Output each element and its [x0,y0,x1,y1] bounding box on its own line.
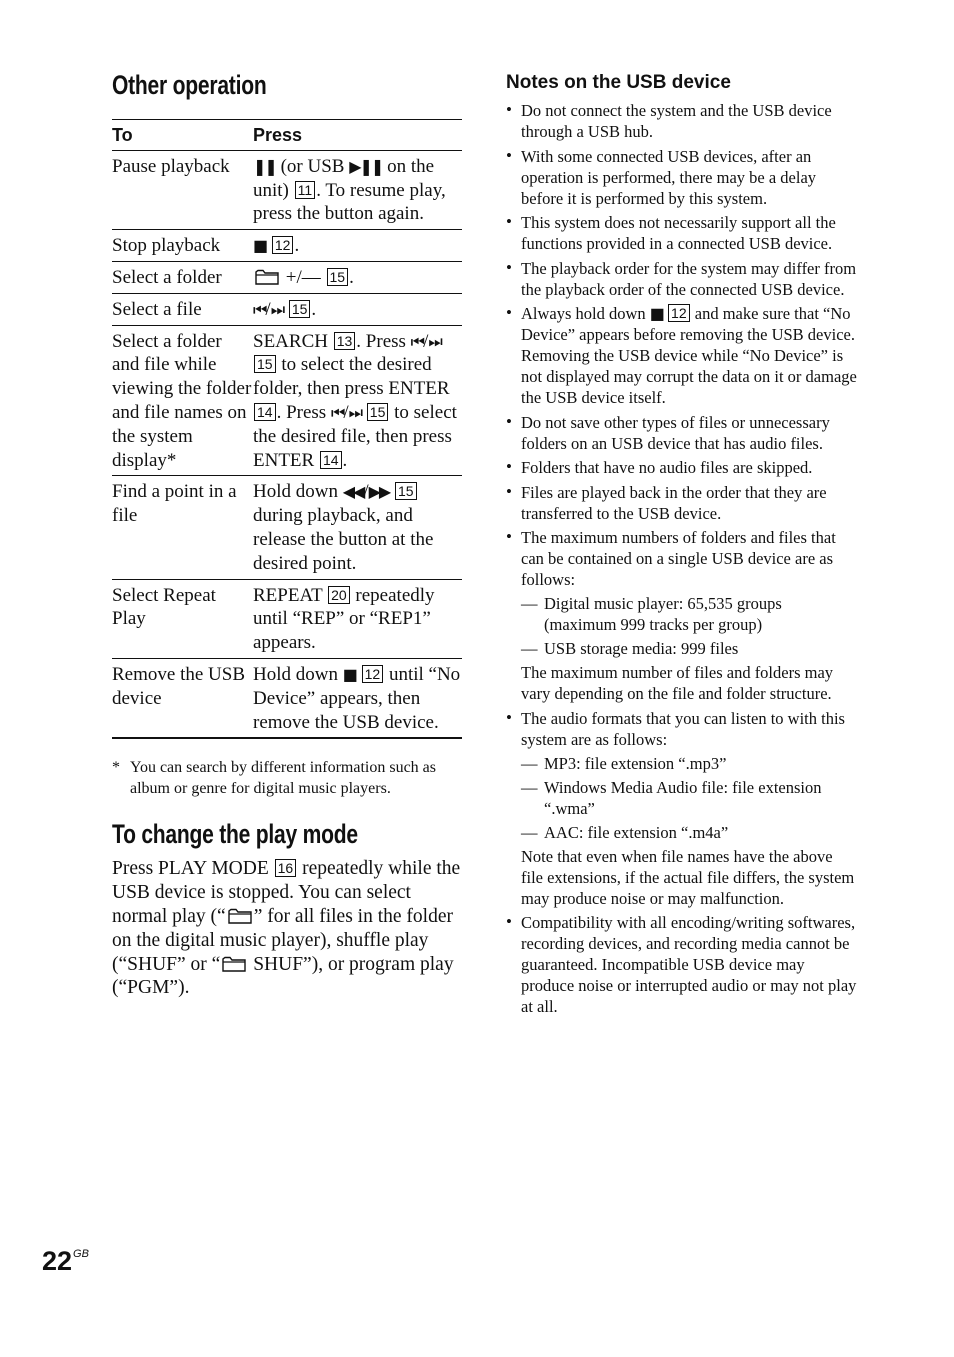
list-item: • The audio formats that you can listen to with this system are as follows: — MP3: file extension “.mp3” — Windows Media Audio file: file extension “.wma” — AAC: file extension “.m4a” Note that even when file names have the above file extensions, if the actual file differs, the system may produce noise or may malfunction. [506,708,858,909]
page-number: $22^{GB}$ [42,1246,89,1276]
row-action: Select a file [112,293,253,325]
rewind-icon: ◀◀ [342,482,364,502]
notes-list [506,100,858,1017]
other-operation-heading: Other operation [112,70,267,100]
previous-track-icon: ⏮ [253,299,266,319]
list-item: • With some connected USB devices, after an operation is performed, there may be a delay before it is performed by this system. [506,146,858,209]
button-number: 12 [668,304,690,322]
list-item: • Always hold down ■ 12 and make sure that “No Device” appears before removing the USB device. Removing the USB device while “No Device” is not displayed may corrupt the data on it or damage the USB device itself. [506,303,858,408]
play-mode-body: Press PLAY MODE 16 repeatedly while the USB device is stopped. You can select normal play (“ ” for all files in the folder on the digital music player), shuffle play (“SHUF” or “ SHUF”), or program play (“PGM”). [112,858,461,999]
list-item: • The playback order for the system may differ from the playback order of the connected USB device. [506,258,858,300]
stop-icon: ■ [649,304,663,323]
row-press: Hold down ◀◀/▶▶ 15 during playback, and release the button at the desired point. [253,476,462,579]
button-number: 20 [328,586,350,604]
fast-forward-icon: ▶▶ [368,482,390,502]
column-header-press: Press [253,120,462,151]
list-item: • Folders that have no audio files are skipped. [506,457,858,478]
row-action: Pause playback [112,150,253,229]
list-item: • Files are played back in the order that they are transferred to the USB device. [506,482,858,524]
list-item: • Compatibility with all encoding/writing softwares, recording devices, and recording media cannot be guaranteed. Incompatible USB device may produce noise or interrupted audio or may not play at all. [506,912,858,1017]
column-header-to: To [112,120,253,151]
operation-table [112,119,462,739]
button-number: 16 [275,859,297,877]
previous-track-icon: ⏮ [410,331,424,351]
folder-icon [228,908,252,924]
pause-icon: ❚❚ [253,156,276,176]
table-row [112,476,462,579]
button-number: 12 [362,665,384,683]
sub-list-item: — MP3: file extension “.mp3” [521,753,858,774]
row-press: SEARCH 13 . Press ⏮/⏭ 15 to select the desired folder, then press ENTER 14 . Press ⏮/⏭ 15 to select the desired file, then press ENTER 14 . [253,325,462,476]
sub-list-item: — Windows Media Audio file: file extension “.wma” [521,777,858,819]
stop-icon: ■ [342,664,356,684]
next-track-icon: ⏭ [270,299,284,319]
table-row [112,658,462,738]
next-track-icon: ⏭ [428,331,441,351]
list-item: • Do not connect the system and the USB device through a USB hub. [506,100,858,142]
button-number: 14 [320,451,342,469]
table-row [112,230,462,262]
row-action: Remove the USB device [112,658,253,738]
sub-list-item: — Digital music player: 65,535 groups (maximum 999 tracks per group) [521,593,858,635]
footnote-mark: * [112,759,120,777]
table-row [112,579,462,658]
button-number: 13 [334,332,356,350]
next-track-icon: ⏭ [348,402,362,422]
stop-icon: ■ [253,236,267,256]
row-action: Select Repeat Play [112,579,253,658]
table-row [112,261,462,293]
table-footnote [112,757,462,799]
sub-list-item: — AAC: file extension “.m4a” [521,822,858,843]
button-number: 11 [295,181,316,199]
table-header-row [112,120,462,151]
table-row [112,293,462,325]
sub-list-item: — USB storage media: 999 files [521,638,858,659]
play-pause-icon: ▶❚❚ [349,156,383,176]
row-action: Select a folder [112,261,253,293]
row-action: Select a folder and file while viewing the folder and file names on the system display* [112,325,253,476]
row-press: REPEAT 20 repeatedly until “REP” or “REP1” appears. [253,579,462,658]
list-item: • The maximum numbers of folders and files that can be contained on a single USB device are as follows: — Digital music player: 65,535 groups (maximum 999 tracks per group) — USB storage media: 999 files The maximum number of files and folders may vary depending on the file and folder structure. [506,527,858,704]
button-number: 14 [254,403,276,421]
button-number: 12 [272,236,294,254]
row-press: Hold down ■ 12 until “No Device” appears, then remove the USB device. [253,658,462,738]
sub-list [521,593,858,659]
table-row [112,150,462,229]
button-number: 15 [367,403,389,421]
row-action: Stop playback [112,230,253,262]
button-number: 15 [254,355,276,373]
folder-icon [222,956,246,972]
list-item: • Do not save other types of files or unnecessary folders on an USB device that has audio files. [506,412,858,454]
previous-track-icon: ⏮ [330,402,344,422]
play-mode-heading: To change the play mode [112,819,358,850]
footnote-text: You can search by different information such as album or genre for digital music players. [130,759,436,798]
list-item-note: Note that even when file names have the above file extensions, if the actual file differs, the system may produce noise or may malfunction. [521,846,855,908]
row-press: +/— 15 . [253,261,462,293]
notes-heading: Notes on the USB device [506,72,731,93]
list-item: • This system does not necessarily support all the functions provided in a connected USB device. [506,212,858,254]
folder-icon [255,269,279,285]
button-number: 15 [289,300,311,318]
table-row [112,325,462,476]
button-number: 15 [327,268,349,286]
row-action: Find a point in a file [112,476,253,579]
list-item-note: The maximum number of files and folders may vary depending on the file and folder structure. [521,663,834,703]
row-press: ■ 12 . [253,230,462,262]
page-suffix: GB [73,1248,89,1260]
row-press: ⏮/⏭ 15 . [253,293,462,325]
row-press: ❚❚ (or USB ▶❚❚ on the unit) 11 . To resume play, press the button again. [253,150,462,229]
button-number: 15 [395,482,417,500]
sub-list [521,753,858,843]
